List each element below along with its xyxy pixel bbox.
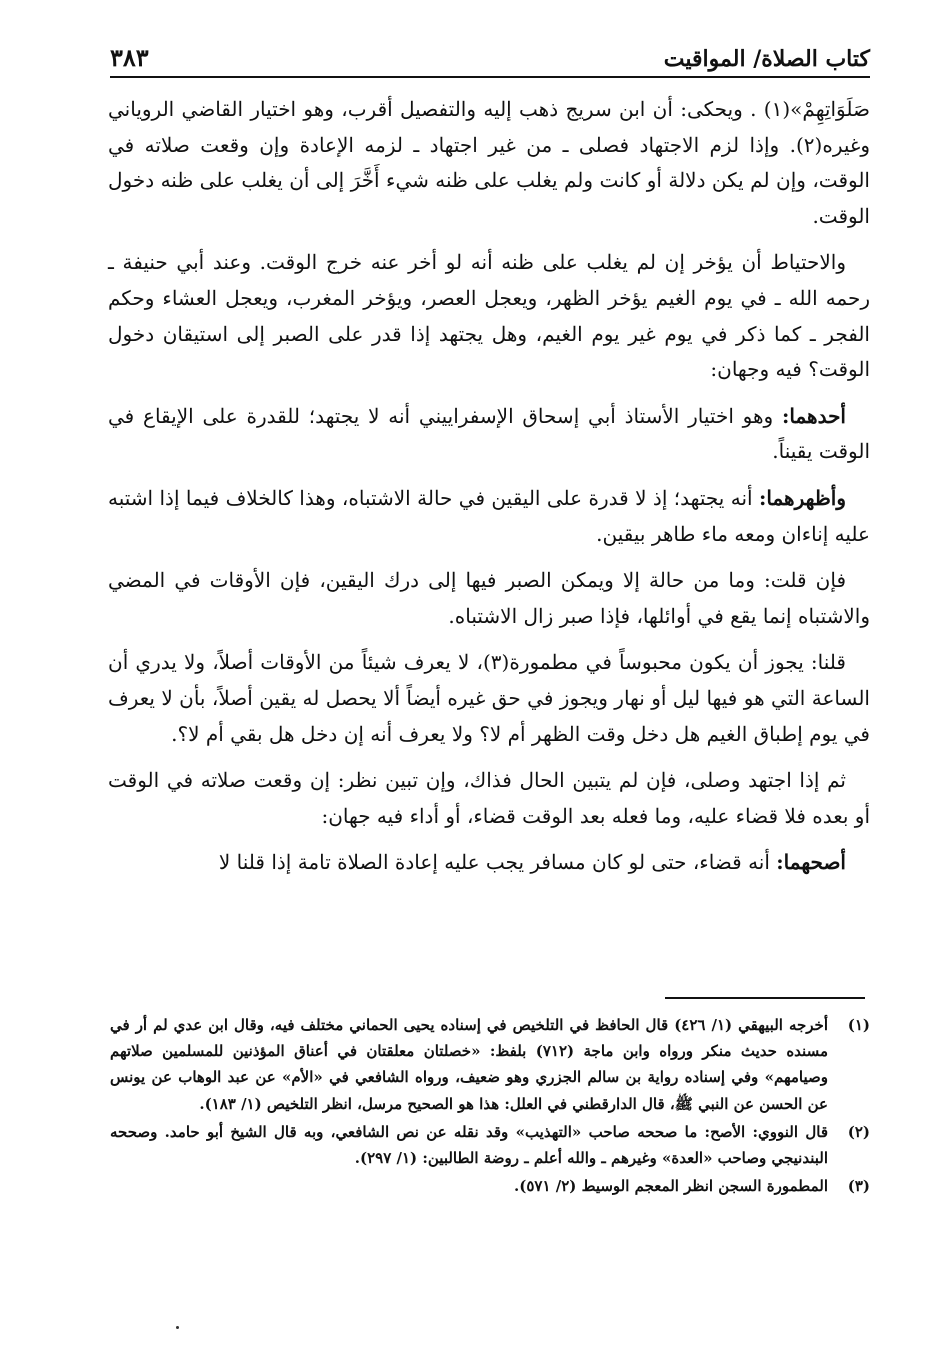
footnote-1 [110, 1012, 870, 1117]
paragraph-3-text: وهو اختيار الأستاذ أبي إسحاق الإسفراييني أنه لا يجتهد؛ للقدرة على الإيقاع في الوقت يقيناً. [108, 403, 870, 464]
footnote-marker: (٢) [847, 1122, 870, 1141]
paragraph-1: صَلَوَاتِهِمْ»(١) . ويحكى: أن ابن سريج ذهب إليه والتفصيل أقرب، وهو اختيار القاضي الروياني وغيره(٢). وإذا لزم الاجتهاد فصلى ـ من غير اجتهاد ـ لزمه الإعادة وإن وقعت صلاته في الوقت، وإن لم يكن دلالة أو كانت ولم يغلب على ظنه شيء أَخَّرَ إلى أن يغلب على ظنه دخول الوقت. [108, 97, 870, 228]
running-title: كتاب الصلاة/ المواقيت [663, 46, 870, 72]
paragraph-3 [108, 399, 870, 470]
footnote-marker: (٣) [847, 1177, 870, 1196]
main-text [108, 92, 870, 892]
footnote-2 [110, 1119, 870, 1171]
paragraph-8-lead: أصحهما: [776, 850, 846, 875]
paragraph-4 [108, 481, 870, 552]
footnotes [110, 1012, 870, 1201]
paragraph-3-lead: أحدهما: [781, 403, 846, 428]
footnote-text: أخرجه البيهقي (١/ ٤٢٦) قال الحافظ في التلخيص في إسناده يحيى الحماني مختلف فيه، وقال ابن عدي لم أر في مسنده حديث منكر ورواه وابن ماجة (٧١٢) بلفظ: «خصلتان معلقتان في أعناق المؤذنين للمسلمين صلاتهم وصيامهم» وفي إسناده رواية بن سالم الجزري وهو ضعيف، ورواه الشافعي في «الأم» عن عبد الوهاب عن يونس عن الحسن عن النبي ﷺ، قال الدارقطني في العلل: هذا هو الصحيح مرسل، انظر التلخيص (١/ ١٨٣). [110, 1016, 828, 1113]
footnote-text: قال النووي: الأصح: ما صححه صاحب «التهذيب» وقد نقله عن نص الشافعي، وبه قال الشيخ أبو حامد. وصححه البندنيجي وصاحب «العدة» وغيرهم ـ والله أعلم ـ روضة الطالبين: (١/ ٢٩٧). [110, 1122, 828, 1168]
paragraph-2: والاحتياط أن يؤخر إن لم يغلب على ظنه أنه لو أخر عنه خرج الوقت. وعند أبي حنيفة ـ رحمه الله ـ في يوم الغيم يؤخر الظهر، ويعجل العصر، ويؤخر المغرب، ويعجل العشاء وحكم الفجر ـ كما ذكر في يوم غير يوم الغيم، وهل يجتهد إذا قدر على الصبر إلى استيقان دخول الوقت؟ فيه وجهان: [108, 250, 870, 382]
paragraph-7: ثم إذا اجتهد وصلى، فإن لم يتبين الحال فذاك، وإن تبين نظر: إن وقعت صلاته في الوقت أو بعده فلا قضاء عليه، وما فعله بعد الوقت قضاء، أو أداء فيه جهان: [108, 768, 870, 828]
page-number: ٣٨٣ [110, 43, 149, 72]
footnote-divider [665, 997, 865, 999]
paragraph-8-text: أنه قضاء، حتى لو كان مسافر يجب عليه إعادة الصلاة تامة إذا قلنا لا [218, 850, 770, 875]
scan-speck [176, 1326, 179, 1329]
paragraph-6: قلنا: يجوز أن يكون محبوساً في مطمورة(٣)، لا يعرف شيئاً من الأوقات أصلاً، ولا يدري أن الساعة التي هو فيها ليل أو نهار ويجوز في حق غيره أيضاً ألا يحصل له يقين أصلاً، بأن لا يعرف في يوم إطباق الغيم هل دخل وقت الظهر أم لا؟ ولا يعرف أنه إن دخل هل بقي أم لا؟. [108, 650, 870, 746]
footnote-3 [110, 1173, 870, 1199]
footnote-marker: (١) [847, 1016, 870, 1034]
running-header [110, 36, 870, 78]
footnote-text: المطمورة السجن انظر المعجم الوسيط (٢/ ٥٧١). [514, 1177, 828, 1196]
paragraph-5: فإن قلت: وما من حالة إلا ويمكن الصبر فيها إلى درك اليقين، فإن الأوقات في المضي والاشتباه إنما يقع في أوائلها، فإذا صبر زال الاشتباه. [108, 568, 870, 628]
paragraph-4-lead: وأظهرهما: [759, 485, 846, 510]
paragraph-4-text: أنه يجتهد؛ إذ لا قدرة على اليقين في حالة الاشتباه، وهذا كالخلاف فيما إذا اشتبه عليه إناءان ومعه ماء طاهر بيقين. [108, 485, 870, 546]
paragraph-8 [108, 845, 870, 881]
